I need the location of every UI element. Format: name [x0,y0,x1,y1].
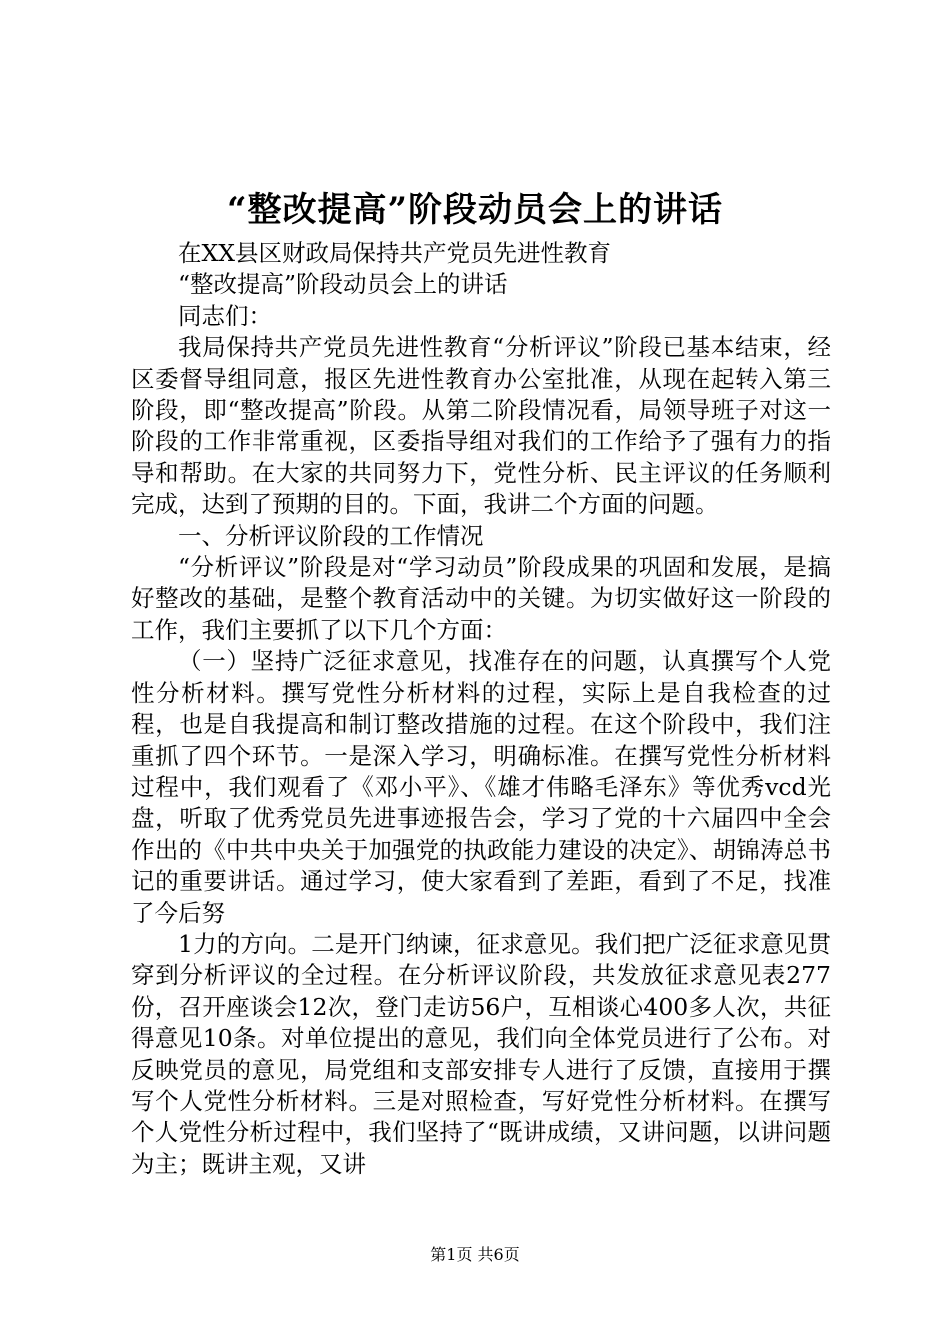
section-heading: 一、分析评议阶段的工作情况 [178,521,484,550]
salutation: 同志们： [178,301,272,330]
document-body [131,238,831,1180]
paragraph: 我局保持共产党员先进性教育“分析评议”阶段已基本结束，经区委督导组同意，报区先进性教育办公室批准，从现在起转入第三阶段，即“整改提高”阶段。从第二阶段情况看，局领导班子对这一阶段的工作非常重视，区委指导组对我们的工作给予了强有力的指导和帮助。在大家的共同努力下，党性分析、民主评议的任务顺利完成，达到了预期的目的。下面，我讲二个方面的问题。 [131,333,831,519]
subtitle-line-2: “整改提高”阶段动员会上的讲话 [178,270,508,299]
document-title: “整改提高”阶段动员会上的讲话 [226,190,724,230]
paragraph: 1力的方向。二是开门纳谏，征求意见。我们把广泛征求意见贯穿到分析评议的全过程。在分析评议阶段，共发放征求意见表277份，召开座谈会12次，登门走访56户，互相谈心400多人次，共征得意见10条。对单位提出的意见，我们向全体党员进行了公布。对反映党员的意见，局党组和支部安排专人进行了反馈，直接用于撰写个人党性分析材料。三是对照检查，写好党性分析材料。在撰写个人党性分析过程中，我们坚持了“既讲成绩，又讲问题，以讲问题为主；既讲主观，又讲 [131,929,831,1178]
paragraph: “分析评议”阶段是对“学习动员”阶段成果的巩固和发展，是搞好整改的基础，是整个教育活动中的关键。为切实做好这一阶段的工作，我们主要抓了以下几个方面： [131,553,831,644]
paragraph: （一）坚持广泛征求意见，找准存在的问题，认真撰写个人党性分析材料。撰写党性分析材料的过程，实际上是自我检查的过程，也是自我提高和制订整改措施的过程。在这个阶段中，我们注重抓了四个环节。一是深入学习，明确标准。在撰写党性分析材料过程中，我们观看了《邓小平》、《雄才伟略毛泽东》等优秀vcd光盘，听取了优秀党员先进事迹报告会，学习了党的十六届四中全会作出的《中共中央关于加强党的执政能力建设的决定》、胡锦涛总书记的重要讲话。通过学习，使大家看到了差距，看到了不足，找准了今后努 [131,647,831,927]
subtitle-line-1: 在XX县区财政局保持共产党员先进性教育 [178,239,611,267]
page-footer: 第1页 共6页 [430,1245,520,1264]
